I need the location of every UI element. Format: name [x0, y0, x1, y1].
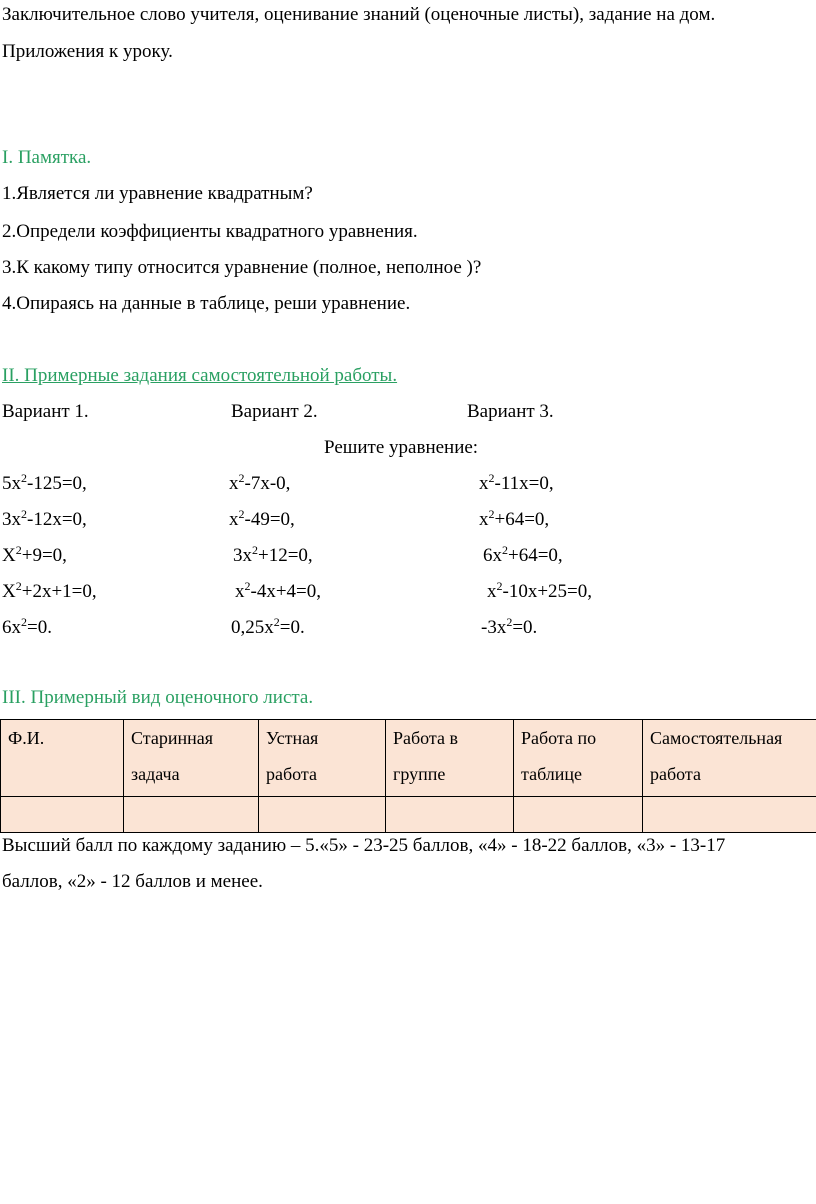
equation: $х^2-49=0$, — [229, 507, 295, 530]
intro-line-2: Приложения к уроку. — [2, 41, 173, 62]
equation: $3х^2+12=0$, — [233, 543, 313, 566]
table-header-row — [1, 720, 816, 797]
table-header-cell: Ф.И. — [1, 720, 124, 797]
grading-note-line-2: баллов, «2» - 12 баллов и менее. — [2, 871, 263, 892]
task-instruction: Решите уравнение: — [324, 437, 479, 458]
equation: $Х^2+2х+1=0$, — [2, 579, 97, 602]
table-cell — [643, 797, 816, 833]
variant-3-label: Вариант 3. — [467, 401, 554, 422]
equation: $-3х^2=0$. — [481, 615, 538, 638]
grading-table — [0, 719, 816, 833]
tasks-heading: II. Примерные задания самостоятельной работы. — [2, 365, 398, 386]
table-cell — [386, 797, 514, 833]
memo-heading: I. Памятка. — [2, 147, 92, 168]
equation: $3х^2-12х=0$, — [2, 507, 87, 530]
intro-line-1: Заключительное слово учителя, оценивание знаний (оценочные листы), задание на дом. — [2, 4, 716, 25]
table-header-cell: Работа в группе — [386, 720, 514, 797]
memo-item: 3.К какому типу относится уравнение (полное, неполное )? — [2, 257, 482, 278]
equation: $5х^2-125=0$, — [2, 471, 87, 494]
equation: $6х^2=0$. — [2, 615, 52, 638]
memo-item: 4.Опираясь на данные в таблице, реши уравнение. — [2, 293, 411, 314]
equation: $х^2-11х=0$, — [479, 471, 554, 494]
table-row — [1, 797, 816, 833]
memo-item: 1.Является ли уравнение квадратным? — [2, 183, 313, 204]
sheet-heading: III. Примерный вид оценочного листа. — [2, 687, 314, 708]
equation: $6х^2+64=0$, — [483, 543, 563, 566]
table-header-cell: Работа по таблице — [514, 720, 643, 797]
table-header-cell: Устная работа — [259, 720, 386, 797]
table-header-cell: Старинная задача — [124, 720, 259, 797]
table-cell — [514, 797, 643, 833]
variant-2-label: Вариант 2. — [231, 401, 318, 422]
memo-item: 2.Определи коэффициенты квадратного уравнения. — [2, 221, 418, 242]
equation: $х^2-10х+25=0$, — [487, 579, 593, 602]
equation: $х^2-7х-0$, — [229, 471, 291, 494]
table-header-cell: Самостоятельная работа — [643, 720, 816, 797]
equation: $0,25х^2=0$. — [231, 615, 305, 638]
equation: $х^2+64=0$, — [479, 507, 550, 530]
table-cell — [1, 797, 124, 833]
table-cell — [259, 797, 386, 833]
equation: $Х^2+9=0$, — [2, 543, 67, 566]
variant-1-label: Вариант 1. — [2, 401, 89, 422]
grading-note-line-1: Высший балл по каждому заданию – 5.«5» - 23-25 баллов, «4» - 18-22 баллов, «3» - 13-17 — [2, 835, 726, 856]
table-cell — [124, 797, 259, 833]
equation: $х^2-4х+4=0$, — [235, 579, 322, 602]
